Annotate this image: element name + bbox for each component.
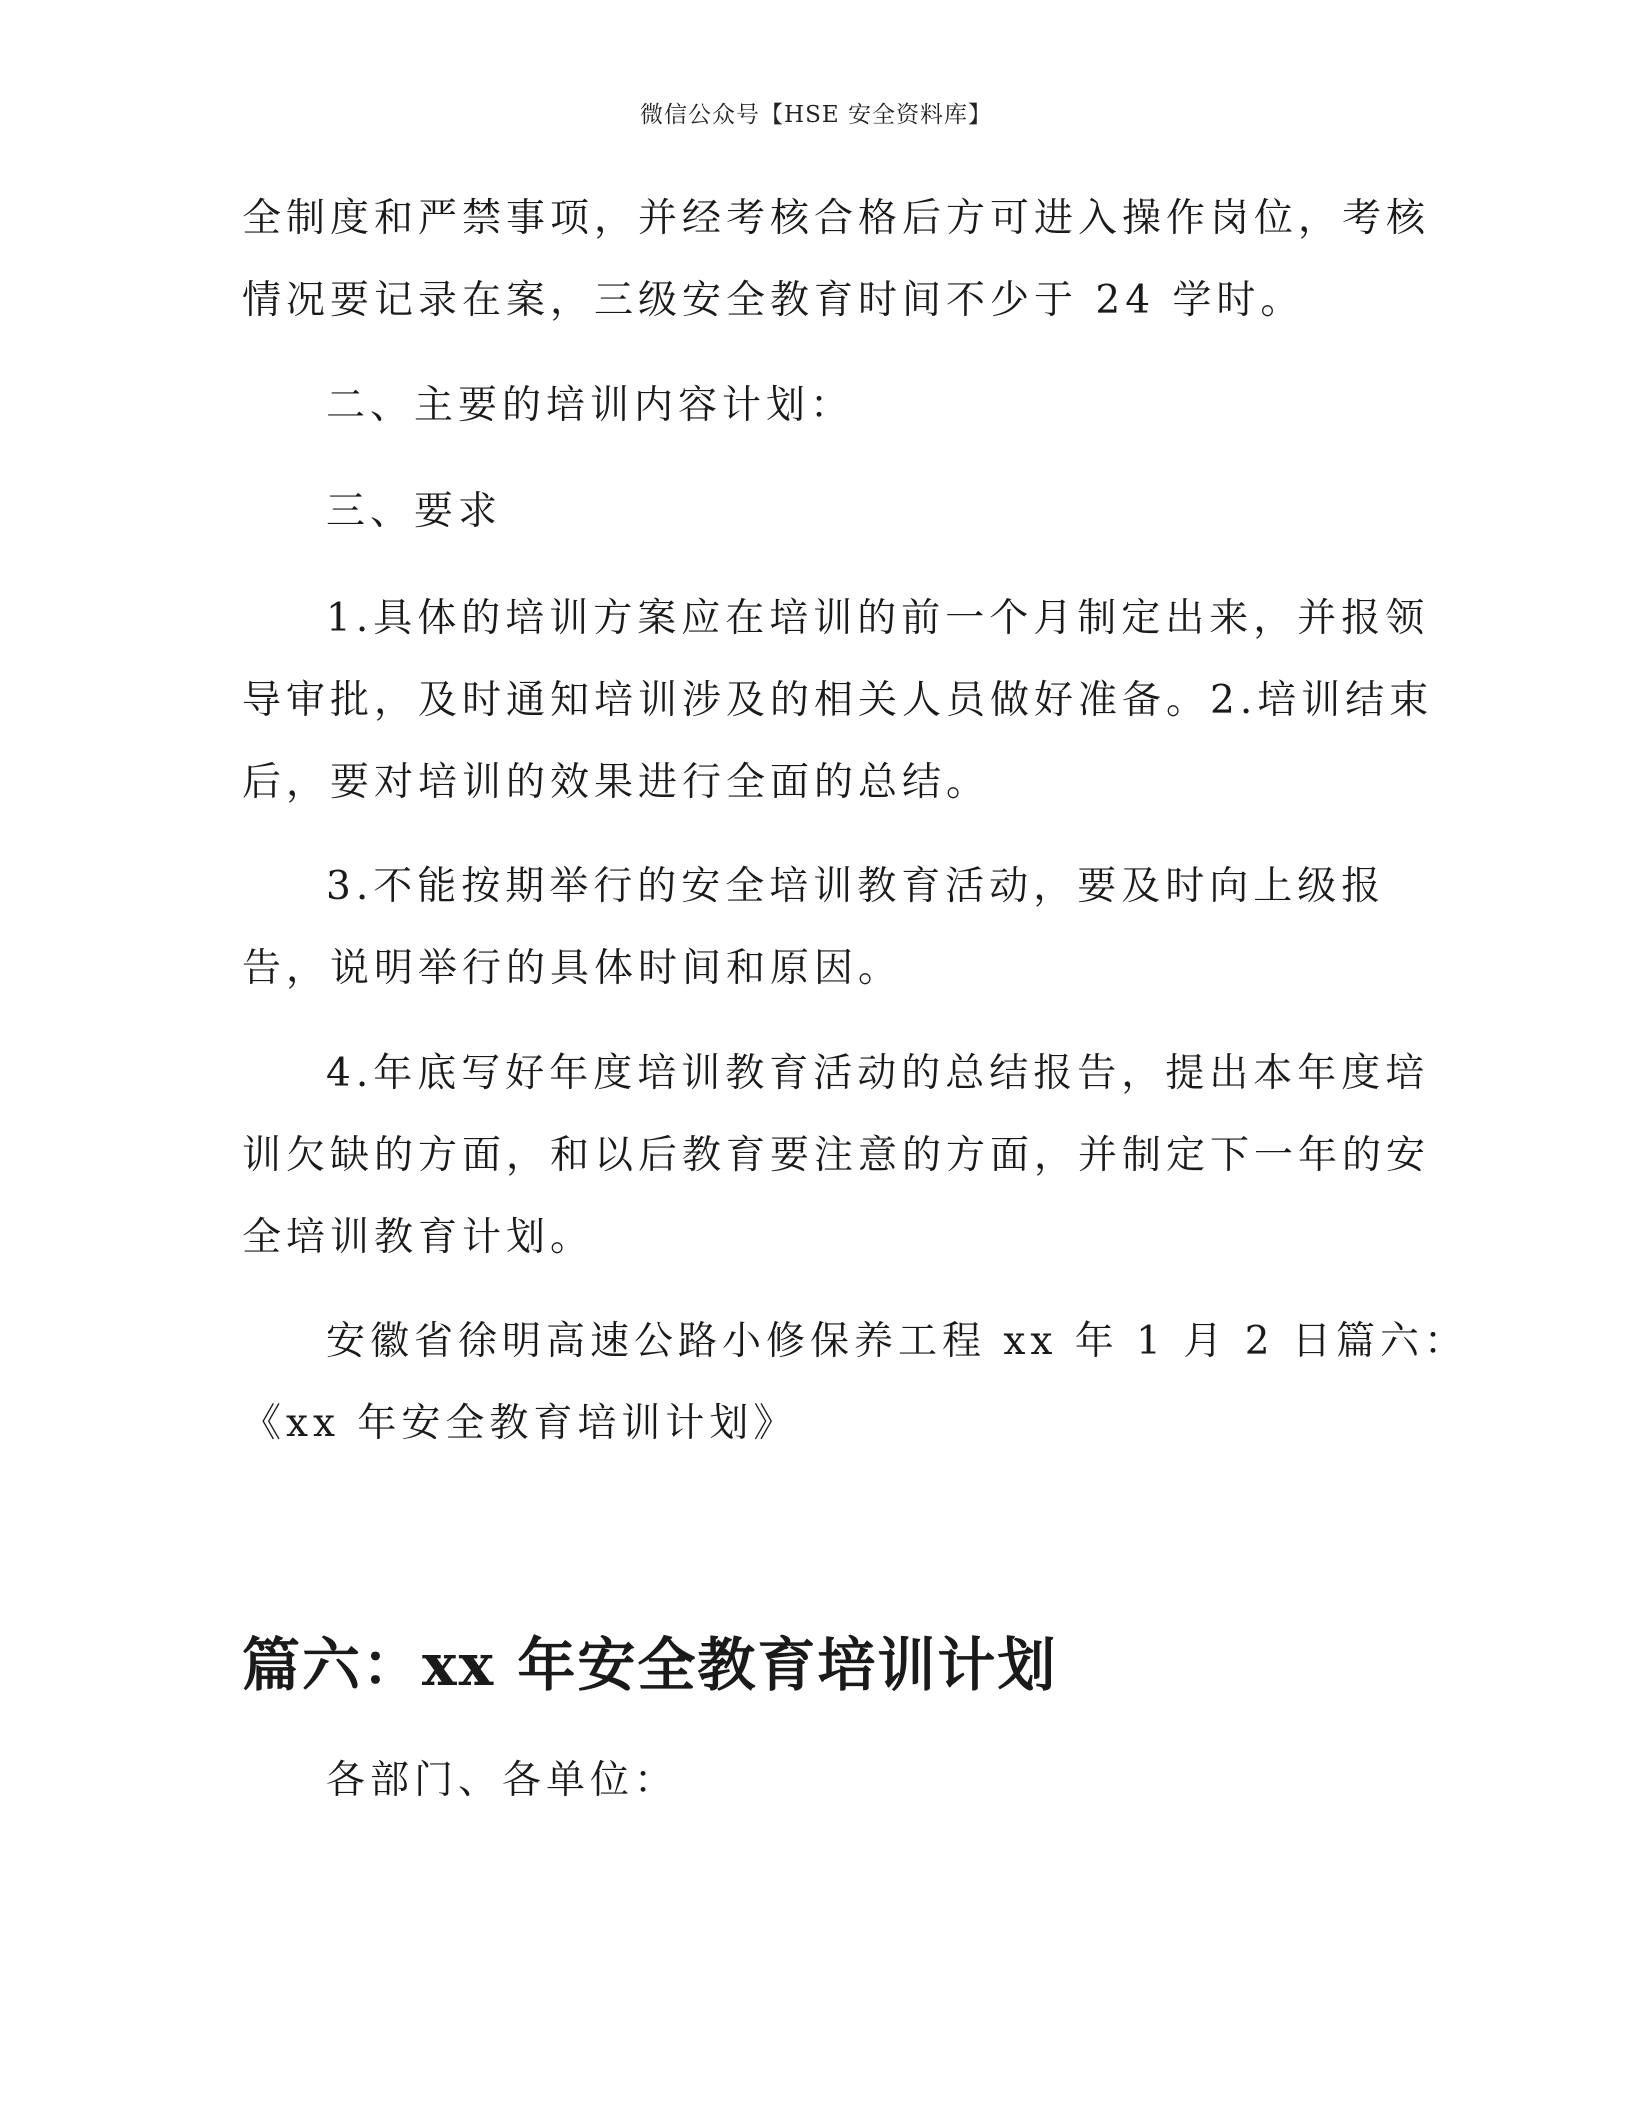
text-line: 3.不能按期举行的安全培训教育活动，要及时向上级报 <box>326 864 1386 909</box>
paragraph-requirement-1-2 <box>242 578 1434 824</box>
paragraph-safety-rules <box>242 178 1431 342</box>
text-line: 训欠缺的方面，和以后教育要注意的方面，并制定下一年的安 <box>242 1133 1431 1178</box>
text-line: 后，要对培训的效果进行全面的总结。 <box>242 760 991 805</box>
text-line: 情况要记录在案，三级安全教育时间不少于 24 学时。 <box>242 278 1305 323</box>
chapter-title: 篇六：xx 年安全教育培训计划 <box>242 1631 1058 1699</box>
text-line: 安徽省徐明高速公路小修保养工程 xx 年 1 月 2 日篇六： <box>326 1319 1468 1364</box>
text-line: 二、主要的培训内容计划： <box>326 383 855 428</box>
section-heading-training-plan <box>242 365 1392 447</box>
paragraph-salutation <box>242 1740 1392 1822</box>
text-line: 导审批，及时通知培训涉及的相关人员做好准备。2.培训结束 <box>242 678 1434 723</box>
text-line: 全制度和严禁事项，并经考核合格后方可进入操作岗位，考核 <box>242 196 1431 241</box>
text-line: 告，说明举行的具体时间和原因。 <box>242 946 903 991</box>
text-line: 《xx 年安全教育培训计划》 <box>242 1401 798 1446</box>
text-line: 各部门、各单位： <box>326 1758 679 1803</box>
paragraph-signature-date <box>242 1301 1468 1465</box>
text-line: 全培训教育计划。 <box>242 1215 595 1260</box>
paragraph-requirement-3 <box>242 846 1392 1010</box>
text-line: 4.年底写好年度培训教育活动的总结报告，提出本年度培 <box>326 1051 1430 1096</box>
text-line: 1.具体的培训方案应在培训的前一个月制定出来，并报领 <box>326 596 1430 641</box>
section-heading-requirements <box>242 471 1392 553</box>
paragraph-requirement-4 <box>242 1033 1431 1279</box>
text-line: 三、要求 <box>326 489 503 534</box>
page-header: 微信公众号【HSE 安全资料库】 <box>640 102 992 128</box>
